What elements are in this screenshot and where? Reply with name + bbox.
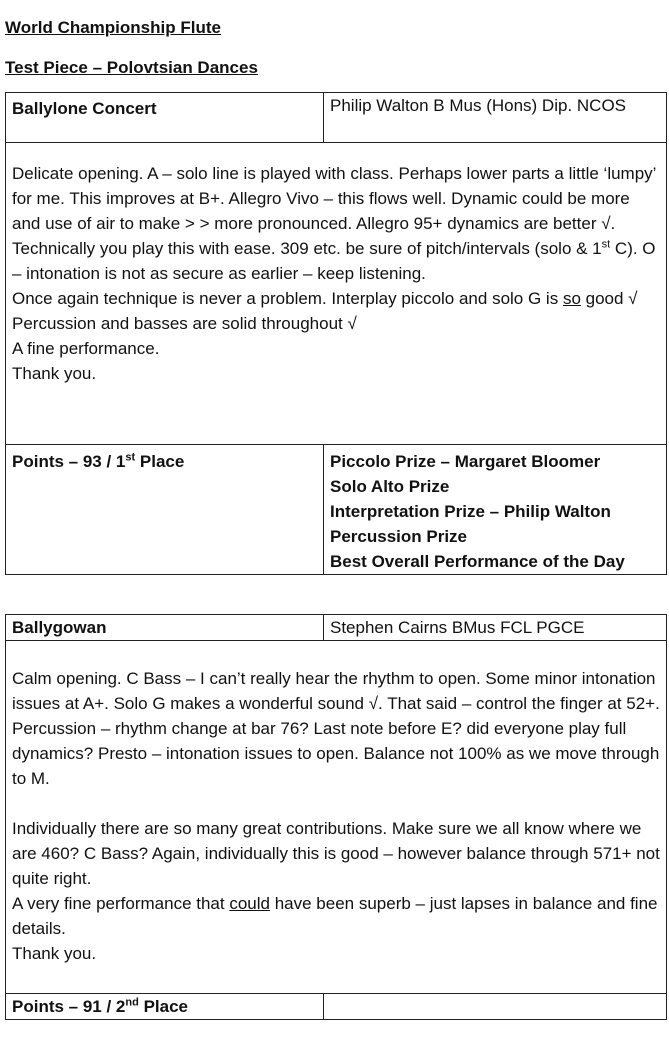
adjudication-table-ballylone	[5, 92, 667, 575]
comments-row	[6, 641, 667, 994]
document-title: World Championship Flute	[5, 18, 221, 37]
comment-paragraph: Individually there are so many great contributions. Make sure we all know where we are 460? C Bass? Again, individually this is good – however balance through 571+ not quite right.	[12, 819, 660, 888]
comment-thanks: Thank you.	[12, 944, 97, 963]
band-name: Ballygowan	[6, 615, 324, 641]
band-name: Ballylone Concert	[6, 93, 324, 143]
prize-item: Interpretation Prize – Philip Walton	[330, 502, 611, 521]
points-result: Points – 91 / 2nd Place	[6, 994, 324, 1020]
prize-item: Piccolo Prize – Margaret Bloomer	[330, 452, 601, 471]
prize-item: Best Overall Performance of the Day	[330, 552, 625, 571]
adjudication-table-ballygowan	[5, 614, 667, 1020]
prizes-list	[324, 445, 667, 575]
comment-paragraph: Delicate opening. A – solo line is played with class. Perhaps lower parts a little ‘lumpy’ for me. This improves at B+. Allegro Vivo – this flows well. Dynamic could be more and use of air to make > > more pronounced. Allegro 95+ dynamics are better √. Technically you play this with ease. 309 etc. be sure of pitch/intervals (solo & 1st C). O – intonation is not as secure as earlier – keep listening.	[12, 164, 656, 283]
prizes-cell-empty	[324, 994, 667, 1020]
adjudicator-name: Philip Walton B Mus (Hons) Dip. NCOS	[324, 93, 667, 143]
points-row	[6, 994, 667, 1020]
test-piece-title: Test Piece – Polovtsian Dances	[5, 58, 258, 77]
band-header-row	[6, 93, 667, 143]
paragraph-spacer	[12, 791, 660, 816]
band-header-row	[6, 615, 667, 641]
comments-row	[6, 143, 667, 445]
comment-closing: A fine performance.	[12, 339, 160, 358]
comment-paragraph: Calm opening. C Bass – I can’t really hear the rhythm to open. Some minor intonation issues at A+. Solo G makes a wonderful sound √. That said – control the finger at 52+. Percussion – rhythm change at bar 76? Last note before E? did everyone play full dynamics? Presto – intonation issues to open. Balance not 100% as we move through to M.	[12, 669, 660, 788]
comment-paragraph: Once again technique is never a problem. Interplay piccolo and solo G is so good √ Percussion and basses are solid throughout √	[12, 289, 638, 333]
adjudicator-comments	[6, 143, 667, 445]
prize-item: Solo Alto Prize	[330, 477, 450, 496]
prize-item: Percussion Prize	[330, 527, 468, 546]
comment-closing: A very fine performance that could have been superb – just lapses in balance and fine details.	[12, 894, 658, 938]
points-result: Points – 93 / 1st Place	[6, 445, 324, 575]
adjudicator-comments	[6, 641, 667, 994]
comment-thanks: Thank you.	[12, 364, 97, 383]
adjudicator-name: Stephen Cairns BMus FCL PGCE	[324, 615, 667, 641]
points-row	[6, 445, 667, 575]
